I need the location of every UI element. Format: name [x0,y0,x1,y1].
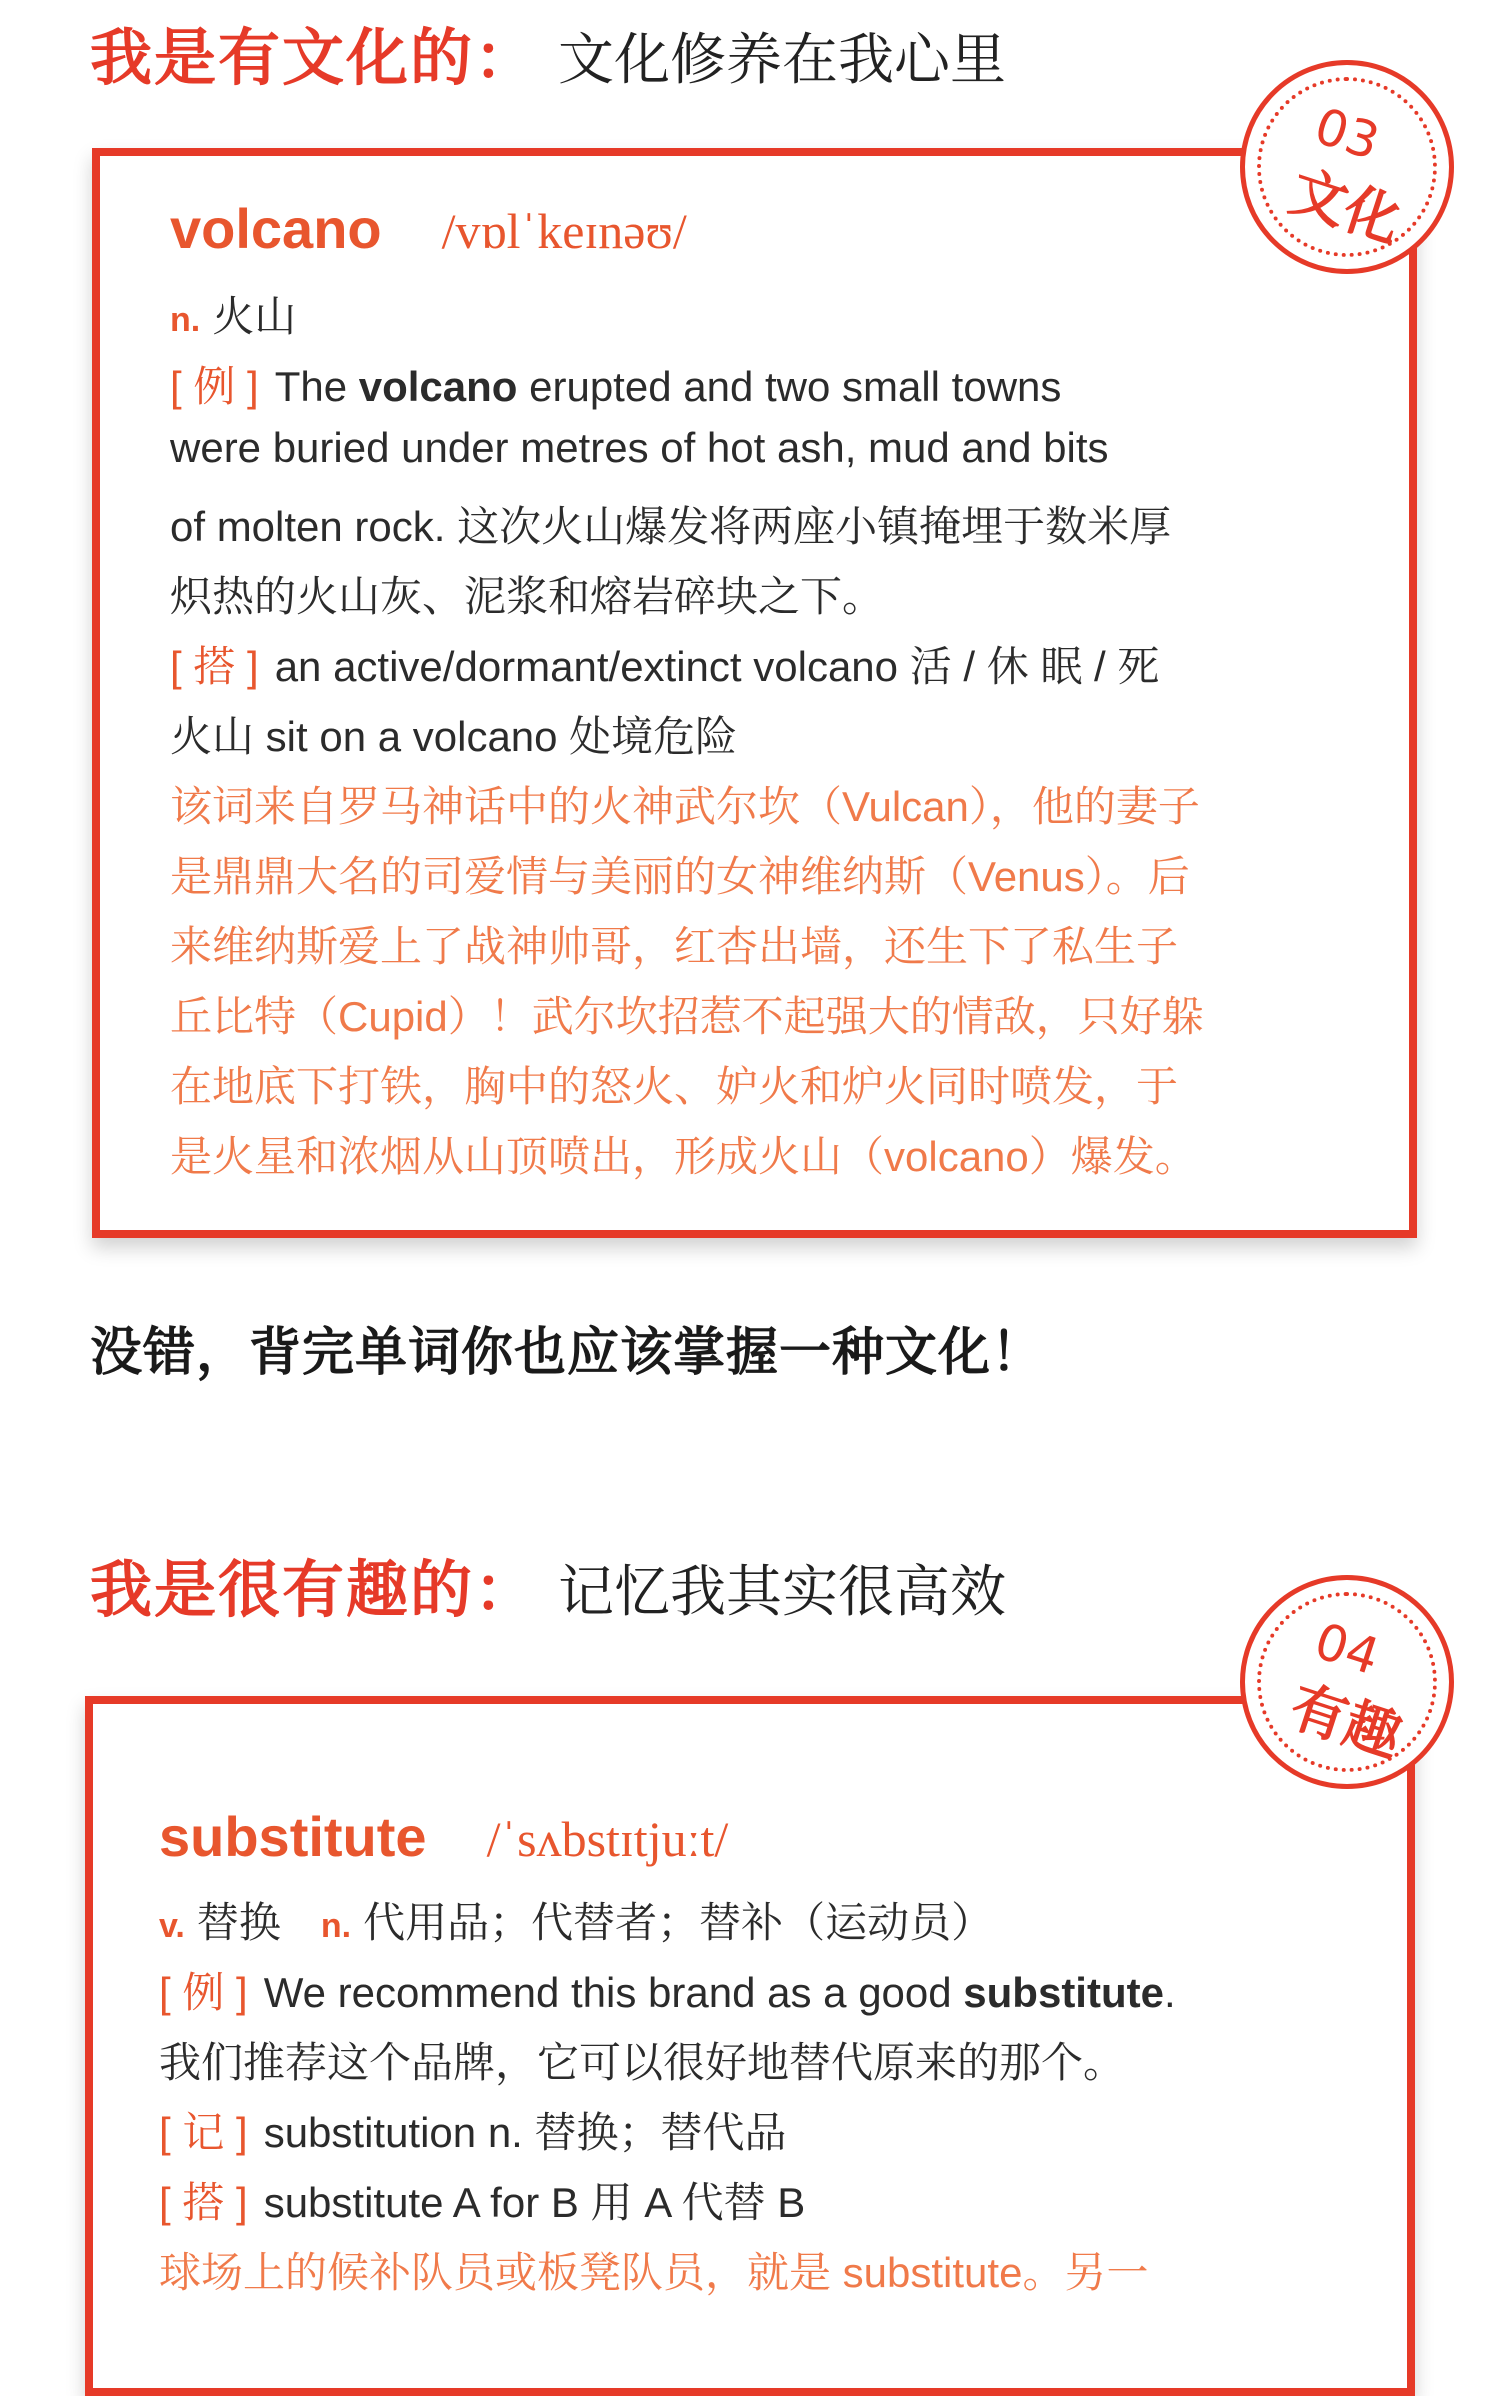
example-text: We recommend this brand as a good [263,1969,964,2016]
definition-verb: 替换 [196,1899,281,1946]
story-line-1: 球场上的候补队员或板凳队员，就是 substitute。另一 [159,2249,1149,2296]
section-2-heading [90,1540,1006,1629]
story-line-2: 是鼎鼎大名的司爱情与美丽的女神维纳斯（Venus）。后 [170,853,1190,900]
badge-number: 03 [1307,96,1387,172]
section-2-title: 我是很有趣的： [90,1553,539,1626]
collocation-tag: [ 搭 ] [170,643,259,690]
collocation-line [159,2170,805,2230]
headword: substitute [159,1805,427,1868]
collocation-line-1 [170,634,1159,694]
section-2-subtitle: 记忆我其实很高效 [558,1560,1007,1625]
example-line-1 [170,354,1061,414]
collocation-line-2: 火山 sit on a volcano 处境危险 [170,713,738,760]
headword-line [159,1804,728,1869]
part-of-speech: n. [170,301,201,339]
definition-line [170,284,296,344]
phonetic: /vɒlˈkeɪnəʊ/ [441,203,687,259]
section-1-heading [90,8,1006,97]
collocation-text: an active/dormant/extinct volcano 活 / 休 眠 / 死 [274,643,1160,690]
example-text: . [1163,1969,1176,2016]
memory-line [159,2100,787,2160]
example-text: The [274,363,359,410]
story-line-3: 来维纳斯爱上了战神帅哥，红杏出墙，还生下了私生子 [170,923,1179,970]
example-line-1 [159,1960,1176,2020]
part-of-speech-noun: n. [320,1907,352,1945]
example-text: erupted and two small towns [517,363,1062,410]
headword-line [170,196,687,261]
statement-text: 没错，背完单词你也应该掌握一种文化！ [90,1323,1045,1383]
example-line-4: 炽热的火山灰、泥浆和熔岩碎块之下。 [170,573,885,620]
example-tag: [ 例 ] [159,1969,248,2016]
example-keyword: volcano [358,363,518,410]
example-keyword: substitute [963,1969,1164,2016]
story-line-1: 该词来自罗马神话中的火神武尔坎（Vulcan），他的妻子 [170,783,1200,830]
example-line-3: of molten rock. 这次火山爆发将两座小镇掩埋于数米厚 [170,503,1172,550]
phonetic: /ˈsʌbstɪtjuːt/ [486,1811,729,1867]
badge-number: 04 [1307,1611,1387,1687]
memory-text: substitution n. 替换；替代品 [263,2109,787,2156]
collocation-tag: [ 搭 ] [159,2179,248,2226]
definition-line [159,1890,993,1950]
story-line-6: 是火星和浓烟从山顶喷出，形成火山（volcano）爆发。 [170,1133,1197,1180]
word-card-substitute [85,1696,1415,2396]
example-tag: [ 例 ] [170,363,259,410]
memory-tag: [ 记 ] [159,2109,248,2156]
story-line-5: 在地底下打铁，胸中的怒火、妒火和炉火同时喷发，于 [170,1063,1179,1110]
definition: 火山 [212,293,297,340]
definition-noun: 代用品；代替者；替补（运动员） [363,1899,994,1946]
story-line-4: 丘比特（Cupid）！武尔坎招惹不起强大的情敌，只好躲 [170,993,1204,1040]
headword: volcano [170,197,382,260]
word-card-volcano [92,148,1417,1238]
badge-fun [1240,1575,1454,1789]
collocation-text: substitute A for B 用 A 代替 B [263,2179,806,2226]
entry-volcano [170,196,1350,1196]
entry-substitute [159,1804,1359,2384]
badge-culture [1240,60,1454,274]
section-1-title: 我是有文化的： [90,21,539,94]
badge-label: 文化 [1282,159,1409,256]
badge-label: 有趣 [1282,1674,1409,1771]
part-of-speech-verb: v. [159,1907,185,1945]
example-line-2: 我们推荐这个品牌，它可以很好地替代原来的那个。 [159,2039,1126,2086]
section-1-subtitle: 文化修养在我心里 [558,28,1007,93]
example-line-2: were buried under metres of hot ash, mud and bits [170,424,1109,471]
